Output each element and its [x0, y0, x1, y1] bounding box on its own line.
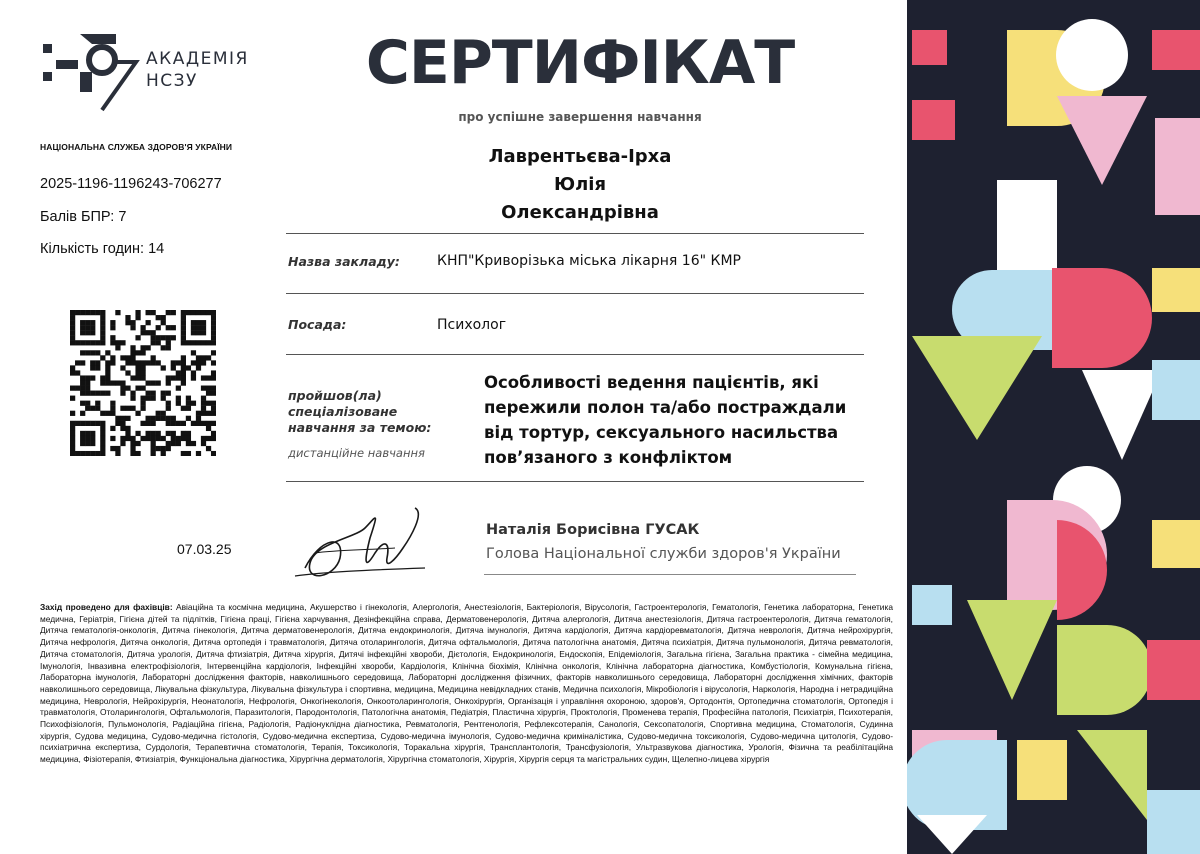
signature-line: [484, 574, 856, 575]
signer-name: Наталія Борисівна ГУСАК: [486, 522, 700, 538]
training-label-line3: навчання за темою:: [288, 420, 432, 435]
divider: [286, 233, 864, 234]
signature-image: [285, 498, 435, 593]
hours: Кількість годин: 14: [40, 241, 165, 257]
issue-date: 07.03.25: [177, 541, 232, 557]
training-label-line1: пройшов(ла): [288, 388, 382, 403]
topic-line4: пов’язаного з конфліктом: [484, 448, 733, 467]
training-topic: [484, 370, 874, 470]
logo-line1: АКАДЕМІЯ: [146, 49, 249, 69]
qr-code: [70, 310, 216, 456]
training-mode: дистанційне навчання: [288, 446, 425, 460]
specialties-label: Захід проведено для фахівців:: [40, 602, 173, 612]
topic-line2: пережили полон та/або постраждали: [484, 398, 847, 417]
divider: [286, 293, 864, 294]
recipient-surname: Лаврентьєва-Ірха: [488, 146, 672, 167]
certificate-subtitle: про успішне завершення навчання: [458, 110, 702, 124]
recipient-first-name: Юлія: [553, 174, 607, 195]
specialties-list: [40, 602, 893, 766]
divider: [286, 481, 864, 482]
logo-text: [146, 48, 249, 92]
points: Балів БПР: 7: [40, 209, 127, 225]
divider: [286, 354, 864, 355]
organization-name: НАЦІОНАЛЬНА СЛУЖБА ЗДОРОВ'Я УКРАЇНИ: [40, 142, 233, 152]
position-value: Психолог: [437, 317, 507, 333]
institution-value: КНП"Криворізька міська лікарня 16" КМР: [437, 253, 741, 269]
signer-position: Голова Національної служби здоров'я України: [486, 546, 841, 562]
recipient-patronymic: Олександрівна: [501, 202, 659, 223]
certificate-number: 2025-1196-1196243-706277: [40, 176, 222, 192]
specialties-text: Авіаційна та космічна медицина, Акушерство і гінекологія, Алергологія, Анестезіологія, Бактеріологія, Вірусологія, Гастроентерологія, Гематологія, Генетика лабораторна, Генетика медична, Геріатрія, Гігієна дітей та підлітків, Гігієна праці, Гігієна харчування, Дезінфекційна справа, Дерматовенерологія, Дитяча алергологія, Дитяча анестезіологія, Дитяча гастроентерологія, Дитяча гематологія, Дитяча гематологія-онкологія, Дитяча гінекологія, Дитяча дерматовенерологія, Дитяча ендокринологія, Дитяча імунологія, Дитяча кардіологія, Дитяча кардіоревматологія, Дитяча неврологія, Дитяча нейрохірургія, Дитяча нефрологія, Дитяча онкологія, Дитяча ортопедія і травматологія, Дитяча отоларингологія, Дитяча офтальмологія, Дитяча патологічна анатомія, Дитяча психіатрія, Дитяча пульмонологія, Дитяча ревматологія, Дитяча стоматологія, Дитяча урологія, Дитяча фтизіатрія, Дитяча хірургія, Дитячі інфекційні хвороби, Дієтологія, Ендокринологія, Ендоскопія, Епідеміологія, Загальна гігієна, Загальна практика - сімейна медицина, Імунологія, Інвазивна електрофізіологія, Інтервенційна кардіологія, Інфекційні хвороби, Кардіологія, Клінічна біохімія, Клінічна онкологія, Клінічна лабораторна діагностика, Комбустіологія, Комунальна гігієна, Лабораторна імунологія, Лабораторні дослідження факторів, навколишнього середовища, Лабораторні дослідження фізичних, факторів навколишнього середовища, Лабораторні дослідження хімічних, факторів навколишнього середовища, Лікувальна фізкультура, Лікувальна фізкультура і спортивна, медицина, Медицина невідкладних станів, Медична психологія, Мікробіологія і вірусологія, Наркологія, Народна і нетрадиційна медицина, Неврологія, Нейрохірургія, Неонатологія, Нефрологія, Онкогінекологія, Онкоотоларингологія, Онкохірургія, Організація і управління охороною, здоров'я, Ортодонтія, Ортопедична стоматологія, Ортопедія і травматологія, Отоларингологія, Офтальмологія, Паразитологія, Пародонтологія, Патологічна анатомія, Педіатрія, Пластична хірургія, Проктологія, Променева терапія, Професійна патологія, Психіатрія, Психотерапія, Психофізіологія, Пульмонологія, Радіаційна гігієна, Радіологія, Радіонуклідна діагностика, Ревматологія, Рентгенологія, Рефлексотерапія, Санологія, Сексопатологія, Спортивна медицина, Стоматологія, Судинна хірургія, Судова медицина, Судово-медична гістологія, Судово-медична експертиза, Судово-медична імунологія, Судово-медична криміналістика, Судово-медична токсикологія, Судово-медична цитологія, Судово-психіатрична експертиза, Сурдологія, Терапевтична стоматологія, Терапія, Токсикологія, Торакальна хірургія, Трансплантологія, Трансфузіологія, Ультразвукова діагностика, Урологія, Фізична та реабілітаційна медицина, Фізіотерапія, Фтизіатрія, Функціональна діагностика, Хірургічна дерматологія, Хірургічна стоматологія, Хірургія, Хірургія серця та магістральних судин, Щелепно-лицева хірургія: [40, 602, 893, 765]
logo-line2: НСЗУ: [146, 71, 198, 91]
training-label-line2: спеціалізоване: [288, 404, 398, 419]
decorative-pattern: [907, 0, 1200, 854]
position-label: Посада:: [288, 317, 347, 332]
topic-line1: Особливості ведення пацієнтів, які: [484, 373, 819, 392]
certificate-title: СЕРТИФІКАТ: [365, 28, 795, 98]
institution-label: Назва закладу:: [288, 254, 400, 269]
training-label: [288, 388, 431, 436]
topic-line3: від тортур, сексуального насильства: [484, 423, 839, 442]
